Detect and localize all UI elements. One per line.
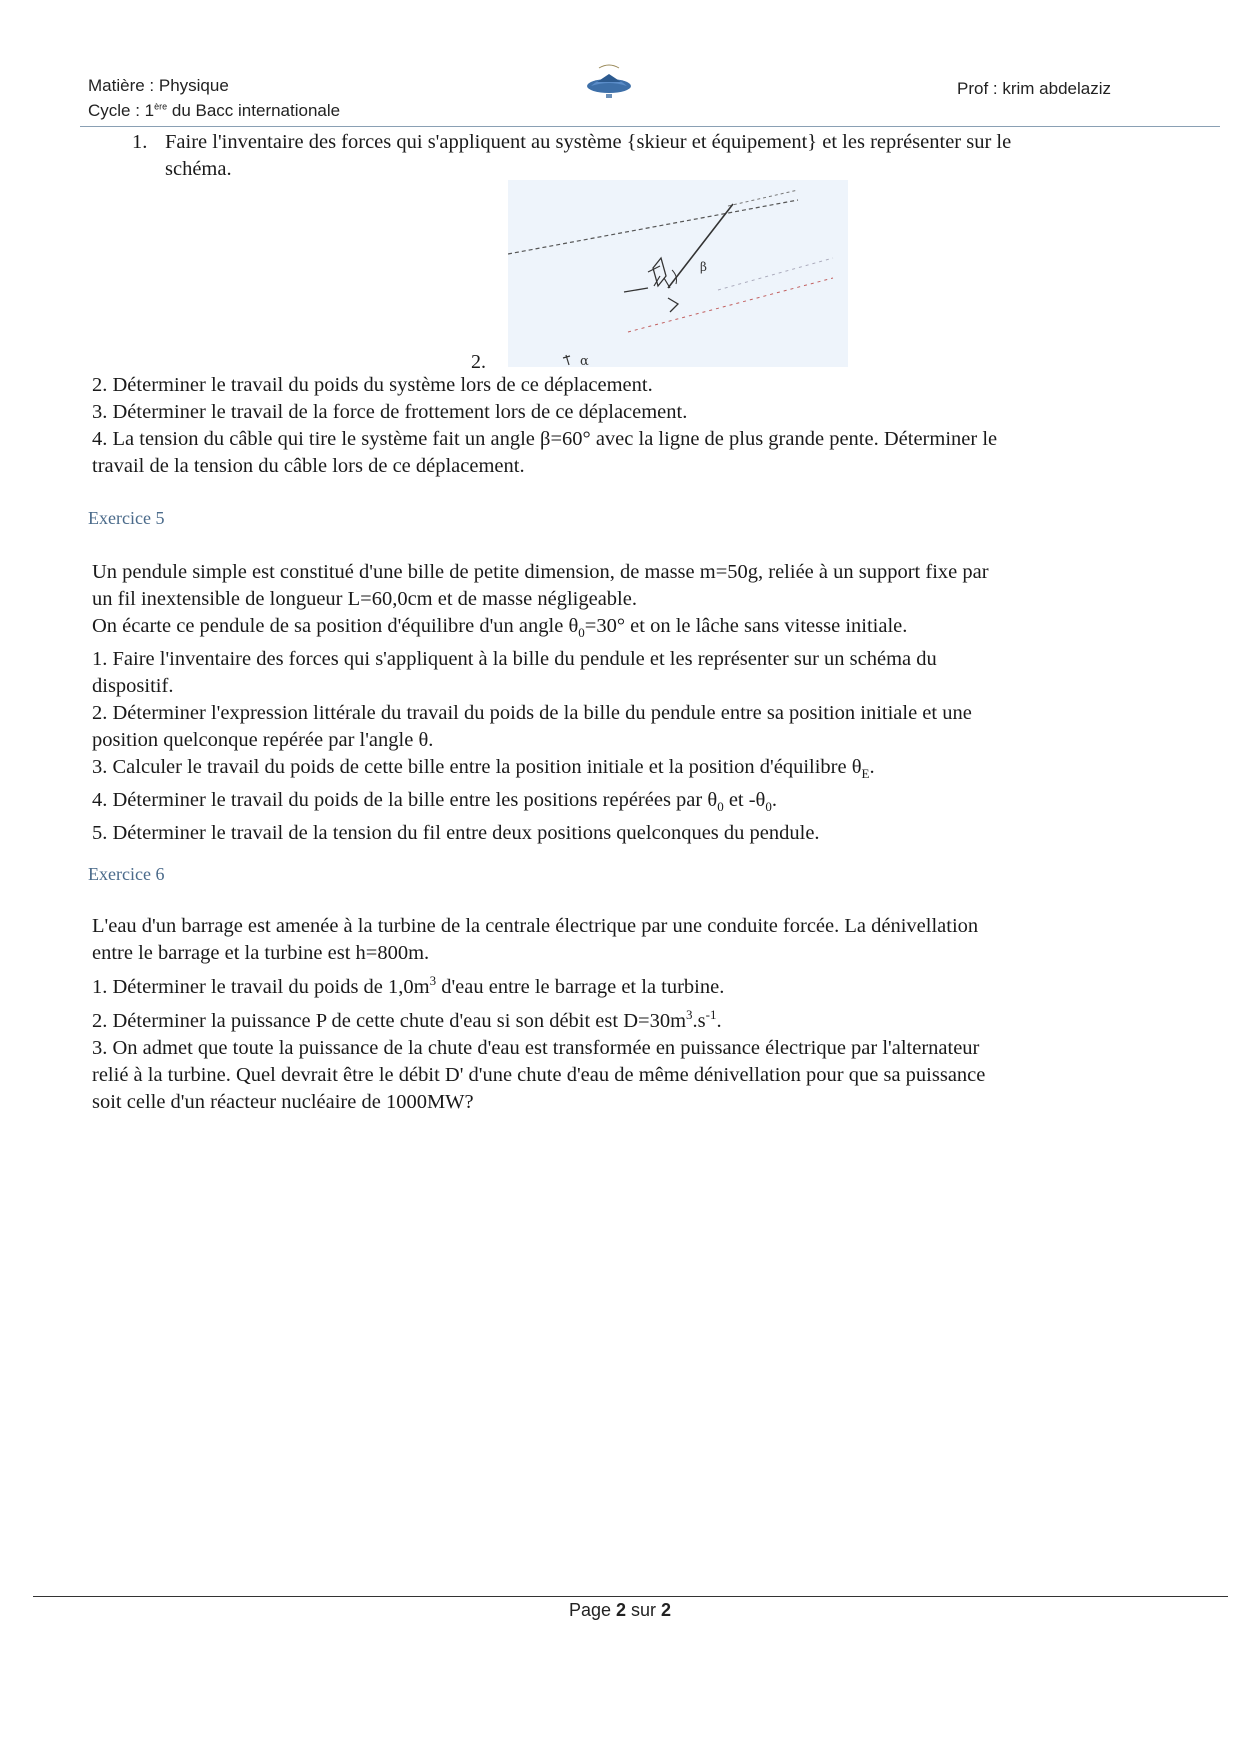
ex4-question-1: 1. Faire l'inventaire des forces qui s'appliquent au système {skieur et équipement} et les représenter sur le schéma. bbox=[132, 131, 1012, 180]
footer-divider bbox=[33, 1596, 1228, 1597]
ex4-questions bbox=[92, 372, 1182, 480]
ex4-question-2: 2. Déterminer le travail du poids du système lors de ce déplacement. bbox=[92, 374, 653, 396]
school-logo-icon bbox=[583, 62, 635, 106]
figure-number: 2. bbox=[471, 351, 486, 373]
ski-slope-figure bbox=[508, 180, 848, 367]
header-cycle: Cycle : 1ère du Bacc internationale bbox=[88, 101, 341, 120]
header-divider bbox=[80, 126, 1220, 127]
ex5-question-4: 4. Déterminer le travail du poids de la bille entre les positions repérées par $\theta_0$ et $-\theta_0$. bbox=[92, 789, 778, 815]
ex6-question-3-line2: relié à la turbine. Quel devrait être le débit D' d'une chute d'eau de même dénivellation pour que sa puissance bbox=[92, 1063, 986, 1086]
figure-label-beta: β bbox=[700, 260, 707, 274]
ex5-question-3: 3. Calculer le travail du poids de cette bille entre la position initiale et la position d'équilibre $\theta_E$. bbox=[92, 756, 875, 782]
ex4-question-4-line1: 4. La tension du câble qui tire le système fait un angle β=60° avec la ligne de plus grande pente. Déterminer le bbox=[92, 428, 998, 450]
ex5-question-1-line2: dispositif. bbox=[92, 675, 174, 698]
header-teacher: Prof : krim abdelaziz bbox=[957, 79, 1111, 98]
ex4-question-3: 3. Déterminer le travail de la force de frottement lors de ce déplacement. bbox=[92, 401, 688, 423]
ex4-question-4-line2: travail de la tension du câble lors de ce déplacement. bbox=[92, 455, 525, 477]
ex6-question-3-line3: soit celle d'un réacteur nucléaire de 1000MW? bbox=[92, 1090, 474, 1113]
ex5-question-2-line1: 2. Déterminer l'expression littérale du travail du poids de la bille du pendule entre sa position initiale et une bbox=[92, 702, 972, 725]
ex6-question-2: 2. Déterminer la puissance P de cette chute d'eau si son débit est $D=30m^3.s^{-1}$. bbox=[92, 1006, 722, 1032]
ex5-question-1-line1: 1. Faire l'inventaire des forces qui s'appliquent à la bille du pendule et les représenter sur un schéma du bbox=[92, 648, 937, 671]
figure-label-alpha: α bbox=[580, 354, 589, 367]
exercise-6-body: L'eau d'un barrage est amenée à la turbine de la centrale électrique par une conduite forcée. La dénivellation entre le barrage et la turbine est h=800m. 1. Déterminer le travail du poids de $1,0m^3$ d'eau entre le barrage et la turbine. 2. Déterminer la puissance P de cette chute d'eau si son débit est $D=30m^3.s^{-1}$. 3. On admet que toute la puissance de la chute d'eau est transformée en puissance électrique par l'alternateur relié à la turbine. Quel devrait être le débit D' d'une chute d'eau de même dénivellation pour que sa puissance soit celle d'un réacteur nucléaire de 1000MW? bbox=[92, 913, 1182, 1116]
ex5-question-2-line2: position quelconque repérée par l'angle θ. bbox=[92, 729, 434, 752]
header-subject: Matière : Physique bbox=[88, 76, 229, 95]
exercise-5-body: Un pendule simple est constitué d'une bille de petite dimension, de masse m=50g, reliée à un support fixe par un fil inextensible de longueur L=60,0cm et de masse négligeable. On écarte ce pendule de sa position d'équilibre d'un angle $\theta_0=30^\circ$ et on le lâche sans vitesse initiale. 1. Faire l'inventaire des forces qui s'appliquent à la bille du pendule et les représenter sur un schéma du dispositif. 2. Déterminer l'expression littérale du travail du poids de la bille du pendule entre sa position initiale et une position quelconque repérée par l'angle θ. 3. Calculer le travail du poids de cette bille entre la position initiale et la position d'équilibre $\theta_E$. 4. Déterminer le travail du poids de la bille entre les positions repérées par $\theta_0$ et $-\theta_0$. 5. Déterminer le travail de la tension du fil entre deux positions quelconques du pendule. bbox=[92, 559, 1182, 847]
exercise-5-title: Exercice 5 bbox=[88, 508, 165, 528]
page-number: Page 2 sur 2 bbox=[568, 1600, 672, 1620]
ex6-question-3-line1: 3. On admet que toute la puissance de la chute d'eau est transformée en puissance électrique par l'alternateur bbox=[92, 1036, 980, 1059]
ex6-question-1: 1. Déterminer le travail du poids de $1,0m^3$ d'eau entre le barrage et la turbine. bbox=[92, 973, 725, 998]
exercise-6-title: Exercice 6 bbox=[88, 864, 165, 884]
ex5-question-5: 5. Déterminer le travail de la tension du fil entre deux positions quelconques du pendule. bbox=[92, 822, 820, 845]
